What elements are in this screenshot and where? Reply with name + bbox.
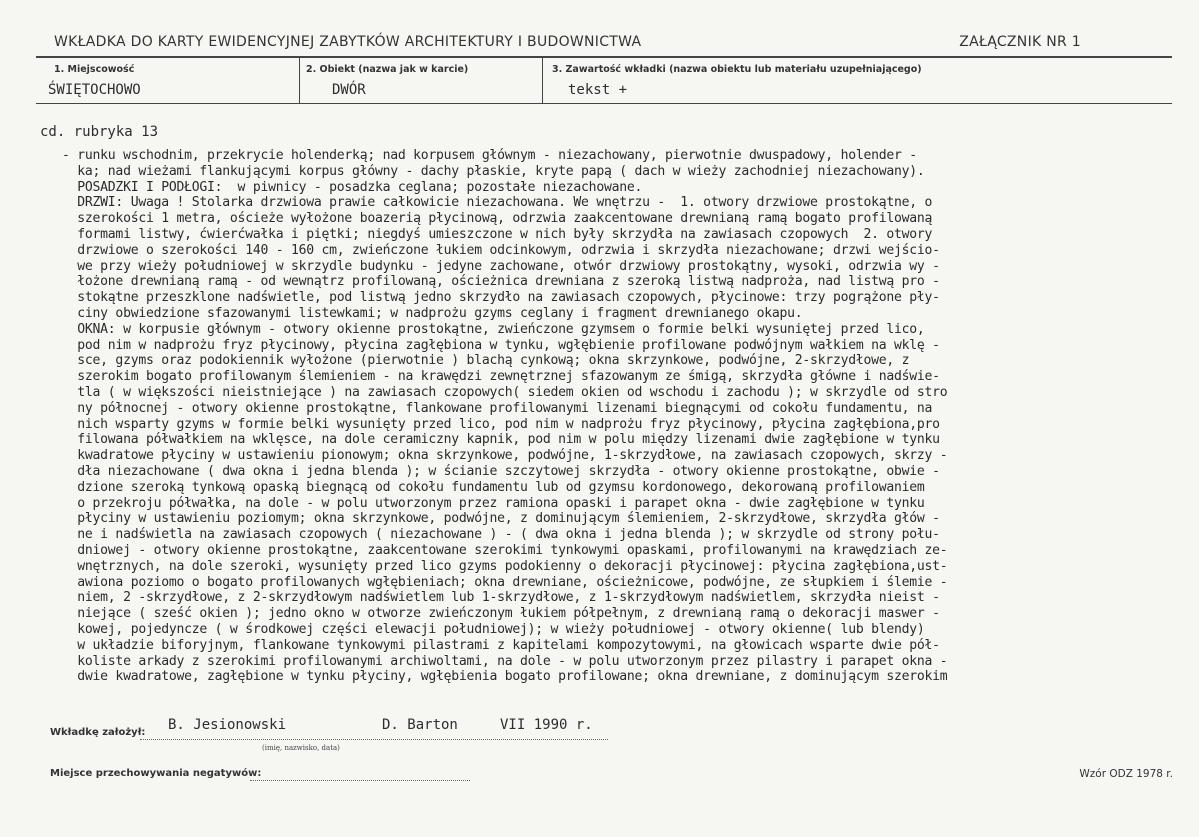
object-value: DWÓR — [332, 82, 366, 98]
text-line: OKNA: w korpusie głównym - otwory okienne prostokątne, zwieńczone gzymsem o formie belki wysuniętej przed lico, — [62, 321, 925, 337]
author-2: D. Barton — [382, 717, 458, 733]
locality-label: 1. Miejscowość — [54, 64, 135, 75]
field-divider-1 — [299, 57, 300, 104]
text-line: POSADZKI I PODŁOGI: w piwnicy - posadzka ceglana; pozostałe niezachowane. — [62, 179, 643, 195]
text-line: wnętrznych, na dole szeroki, wysunięty przed lico gzyms podokienny o dekoracji płycinowej: płycina zagłębiona,ust- — [62, 558, 948, 574]
text-line: - runku wschodnim, przekrycie holenderką; nad korpusem głównym - niezachowany, pierwotnie dwuspadowy, holender - — [62, 148, 917, 163]
text-line: pod nim w nadprożu fryz płycinowy, płycina zagłębiona w tynku, wgłębienie profilowane podwójnym wałkiem na wklę - — [62, 337, 940, 353]
text-line: łożone drewnianą ramą - od wewnątrz profilowaną, ościeżnica drewniana z szeroką listwą nadproża, nad listwą pro - — [62, 274, 940, 290]
text-line: dwie kwadratowe, zagłębione w tynku płyciny, wgłębienia bogato profilowane; okna drewniane, z dominującym szerokim — [62, 669, 948, 685]
text-line: kowej, pojedyncze ( w środkowej części elewacji południowej); w wieży południowej - otwory okienne( lub blendy) — [62, 621, 925, 637]
text-line: awiona poziomo o bogato profilowanych wgłębieniach; okna drewniane, ościeżnicowe, podwójne, ze słupkiem i ślemie - — [62, 574, 948, 590]
text-line: ka; nad wieżami flankującymi korpus główny - dachy płaskie, kryte papą ( dach w wieży zachodniej niezachowany). — [62, 163, 925, 179]
text-line: nich wsparty gzyms w formie belki wysunięty przed lico, pod nim w nadprożu fryz płycinowy, płycina zagłębiona,pro — [62, 416, 940, 432]
text-line: DRZWI: Uwaga ! Stolarka drzwiowa prawie całkowicie niezachowana. We wnętrzu - 1. otwory drzwiowe prostokątne, o — [62, 195, 933, 211]
text-line: drzwiowe o szerokości 140 - 160 cm, zwieńczone łukiem odcinkowym, odrzwia i skrzydła niezachowane; drzwi wejścio- — [62, 242, 940, 258]
form-title: WKŁADKA DO KARTY EWIDENCYJNEJ ZABYTKÓW ARCHITEKTURY I BUDOWNICTWA — [54, 34, 642, 50]
negatives-location-label: Miejsce przechowywania negatywów: — [50, 768, 262, 779]
text-line: ny północnej - otwory okienne prostokątne, flankowane profilowanymi lizenami biegnącymi od cokołu fundamentu, na — [62, 400, 933, 416]
contents-label: 3. Zawartość wkładki (nazwa obiektu lub materiału uzupełniającego) — [552, 64, 922, 75]
object-label: 2. Obiekt (nazwa jak w karcie) — [306, 64, 469, 75]
text-line: kwadratowe płyciny w ustawieniu pionowym; okna skrzynkowe, podwójne, 1-skrzydłowe, na zawiasach czopowych, skrzy - — [62, 448, 948, 464]
text-line: o przekroju półwałka, na dole - w polu utworzonym przez ramiona opaski i parapet okna - dwie zagłębione w tynku — [62, 495, 925, 511]
text-line: szerokości 1 metra, ościeże wyłożone boazerią płycinową, odrzwia zaakcentowane drewnianą ramą bogato profilowaną — [62, 211, 933, 227]
text-line: stokątne przeszklone nadświetle, pod listwą jedno skrzydło na zawiasach czopowych, płycinowe: trzy pogrążone pły- — [62, 290, 940, 306]
negatives-location-line — [250, 780, 470, 781]
signature-hint: (imię, nazwisko, data) — [262, 744, 340, 752]
header-rule-top — [36, 56, 1172, 58]
text-line: we przy wieży południowej w skrzydle budynku - jedyne zachowane, otwór drzwiowy prostokątny, wysoki, odrzwia wy - — [62, 258, 940, 274]
rubryka-heading: cd. rubryka 13 — [40, 124, 159, 140]
text-line: ne i nadświetla na zawiasach czopowych ( niezachowane ) - ( dwa okna i jedna blenda ); w skrzydle od strony połu- — [62, 527, 940, 543]
typed-description — [62, 148, 1199, 685]
text-line: szerokim bogato profilowanym ślemieniem - na krawędzi zewnętrznej sfazowanym ze śmigą, skrzydła główne i nadświe- — [62, 369, 940, 385]
text-line: formami listwy, ćwierćwałka i piętki; niegdyś umieszczone w nich były skrzydła na zawiasach czopowych 2. otwory — [62, 226, 933, 242]
form-template-id: Wzór ODZ 1978 r. — [1079, 768, 1173, 780]
text-line: tla ( w większości nieistniejące ) na zawiasach czopowych( siedem okien od wschodu i zachodu ); w skrzydle od stro — [62, 384, 948, 400]
field-divider-2 — [542, 57, 543, 104]
locality-value: ŚWIĘTOCHOWO — [48, 82, 141, 98]
text-line: dła niezachowane ( dwa okna i jedna blenda ); w ścianie szczytowej skrzydła - otwory okienne prostokątne, obwie - — [62, 463, 940, 479]
text-line: w układzie biforyjnym, flankowane tynkowymi pilastrami z kapitelami kompozytowymi, na głowicach wsparte dwie pół- — [62, 637, 940, 653]
annex-number: ZAŁĄCZNIK NR 1 — [959, 34, 1081, 50]
contents-value: tekst + — [568, 82, 628, 98]
text-line: filowana półwałkiem na wklęsce, na dole ceramiczny kapnik, pod nim w polu między lizenami dwie zagłębione w tynku — [62, 432, 940, 448]
text-line: dniowej - otwory okienne prostokątne, zaakcentowane szerokimi tynkowymi opaskami, profilowanymi na krawędziach ze- — [62, 542, 948, 558]
text-line: niem, 2 -skrzydłowe, z 2-skrzydłowym nadświetlem lub 1-skrzydłowe, z 1-skrzydłowym nadświetlem, skrzydła nieist - — [62, 590, 940, 606]
text-line: płyciny w ustawieniu poziomym; okna skrzynkowe, podwójne, z dominującym ślemieniem, 2-skrzydłowe, skrzydła głów - — [62, 511, 940, 527]
founded-by-label: Wkładkę założył: — [50, 727, 146, 738]
text-line: koliste arkady z szerokimi profilowanymi archiwoltami, na dole - w polu utworzonym przez pilastry i parapet okna - — [62, 653, 948, 669]
author-1: B. Jesionowski — [168, 717, 287, 733]
text-line: sce, gzyms oraz podokiennik wyłożone (pierwotnie ) blachą cynkową; okna skrzynkowe, podwójne, 2-skrzydłowe, z — [62, 353, 910, 369]
text-line: dzione szeroką tynkową opaską biegnącą od cokołu fundamentu lub od gzymsu kordonowego, dekorowaną profilowaniem — [62, 479, 925, 495]
founded-by-line — [140, 739, 608, 740]
record-date: VII 1990 r. — [500, 717, 593, 733]
text-line: niejące ( sześć okien ); jedno okno w otworze zwieńczonym łukiem półpełnym, z drewnianą ramą o dekoracji maswer - — [62, 606, 940, 622]
header-rule-bottom — [36, 103, 1172, 104]
text-line: ciny obwiedzione sfazowanymi listewkami; w nadprożu gzyms ceglany i fragment drewnianego okapu. — [62, 305, 803, 321]
